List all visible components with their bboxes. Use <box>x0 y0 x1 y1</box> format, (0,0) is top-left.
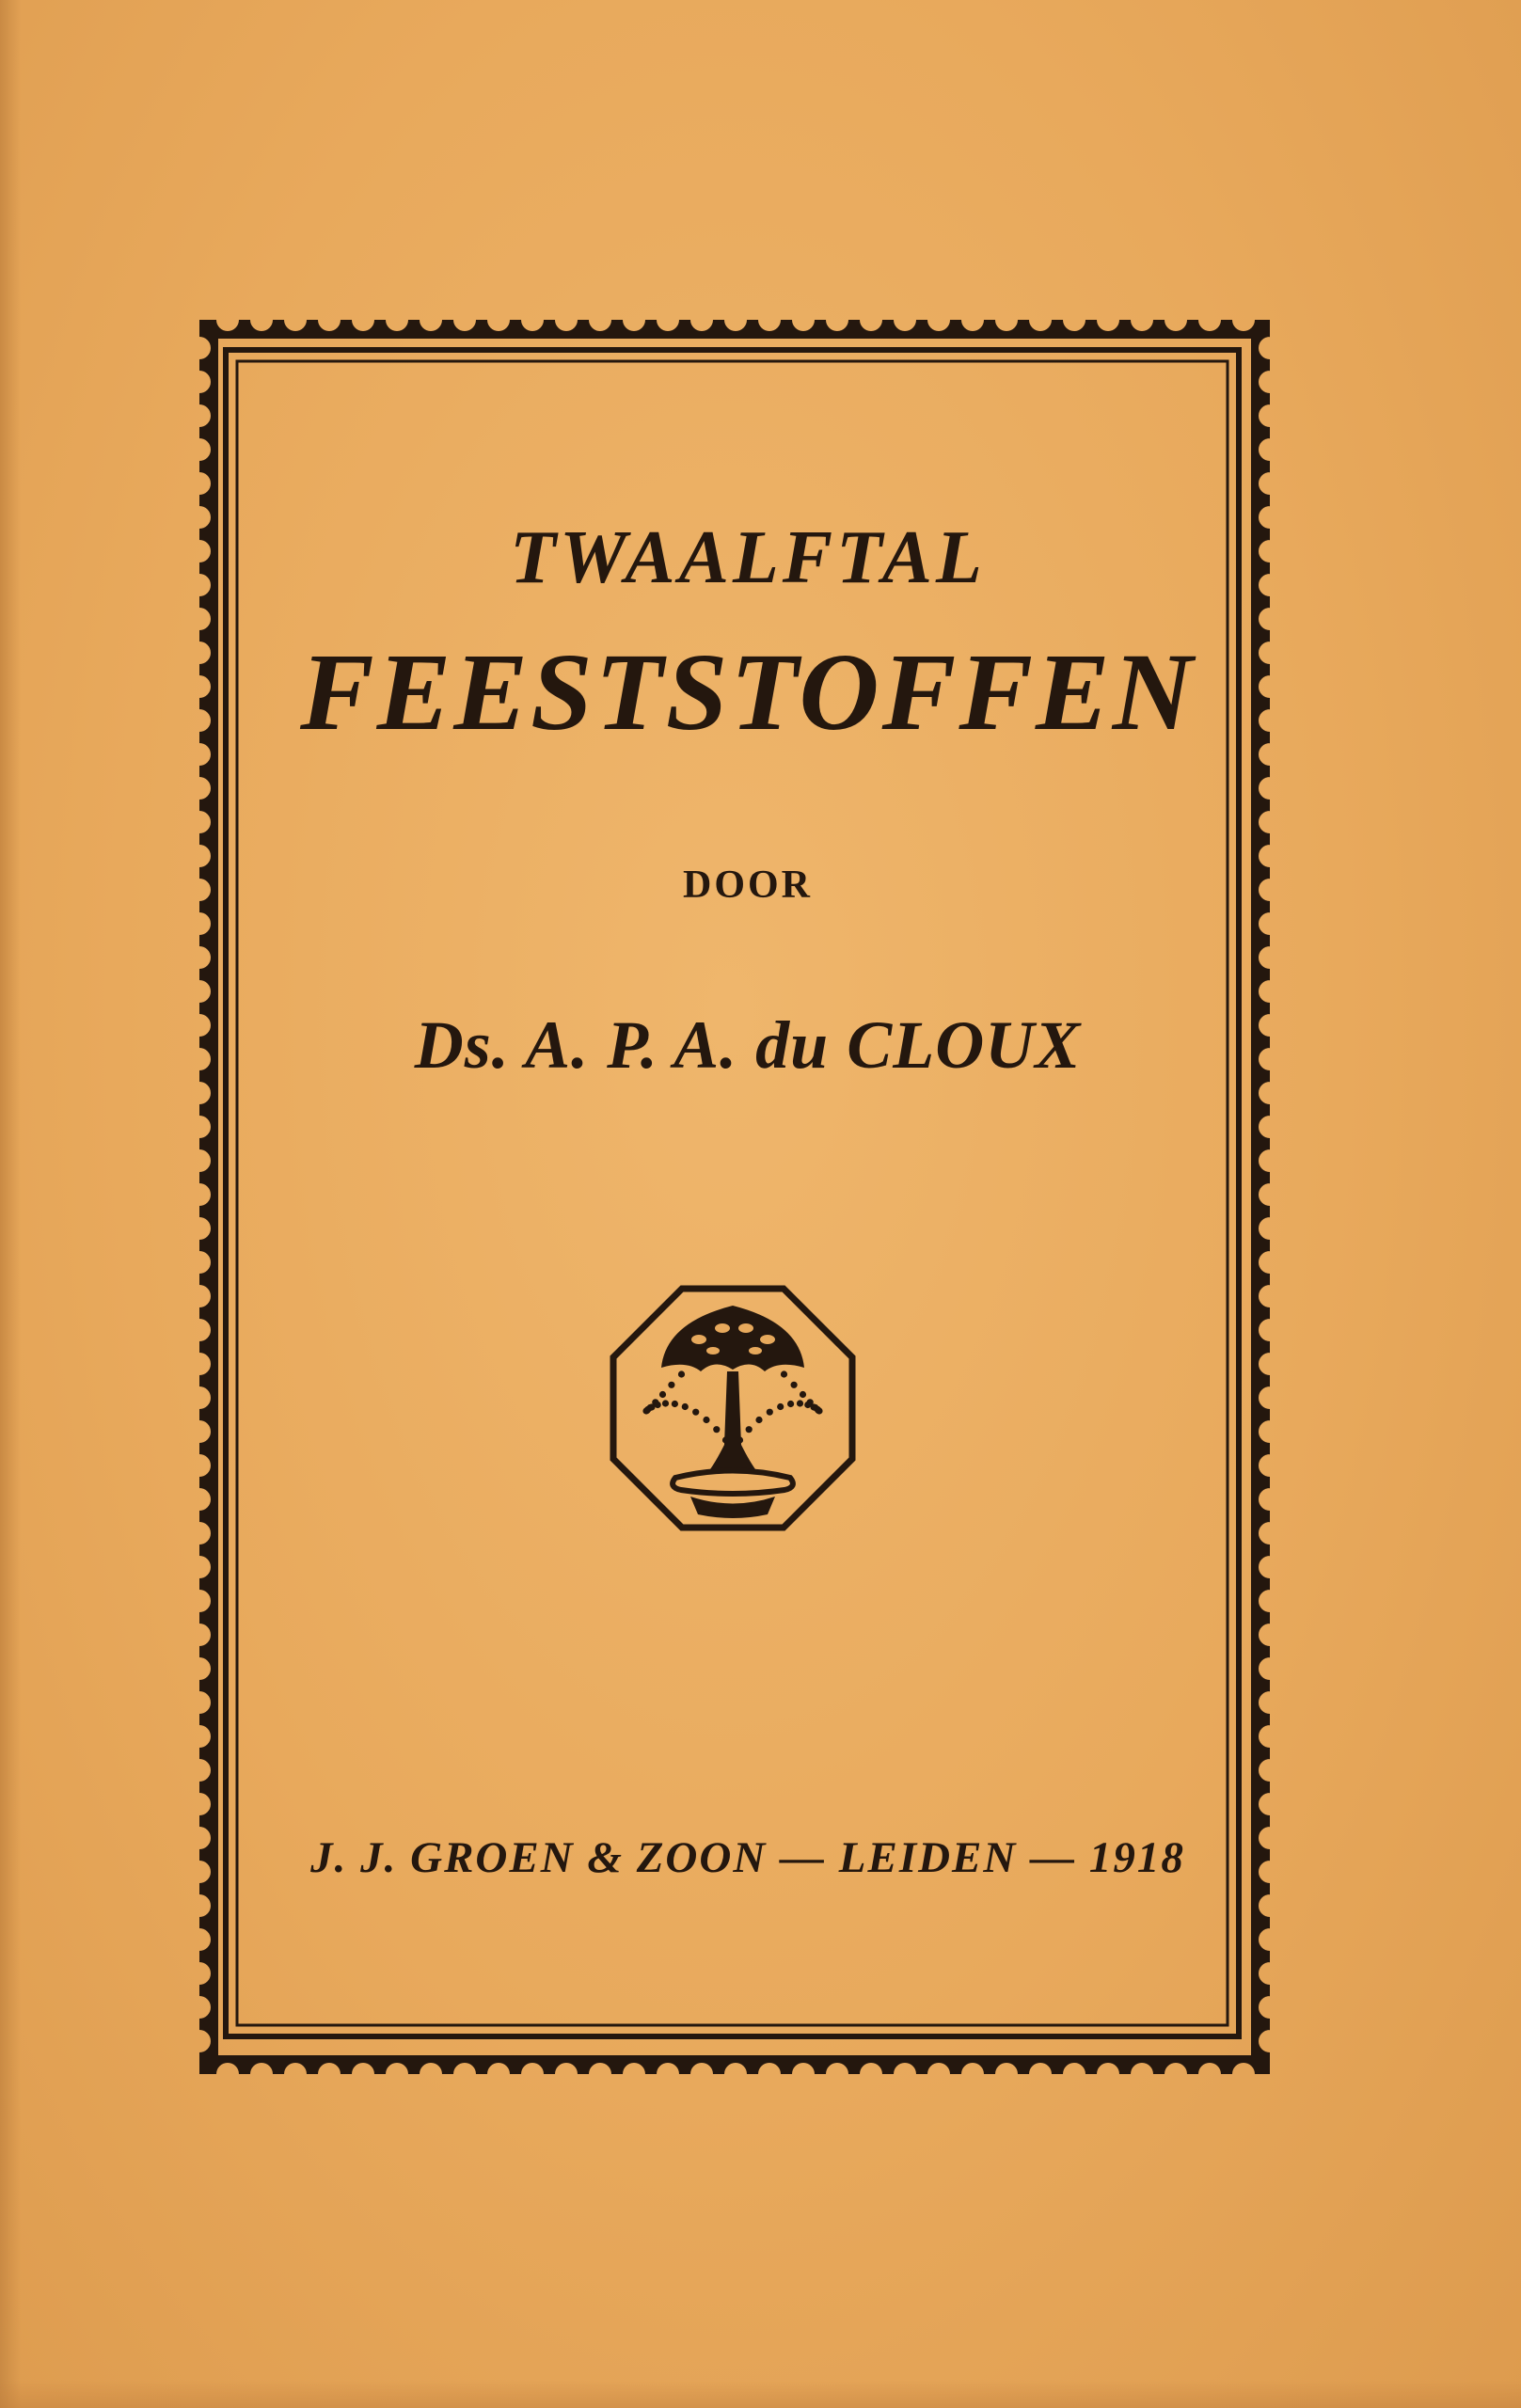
inner-rule <box>237 361 1228 2025</box>
publisher-imprint: J. J. GROEN & ZOON — LEIDEN — 1918 <box>310 1833 1185 1882</box>
by-label: DOOR <box>683 863 813 907</box>
tree-in-vase-octagon-icon <box>610 1285 856 1531</box>
author-name: Ds. A. P. A. du CLOUX <box>414 1007 1082 1083</box>
outer-rule <box>226 350 1239 2036</box>
title-line-2: FEESTSTOFFEN <box>300 630 1196 753</box>
title-line-1: TWAALFTAL <box>510 516 986 599</box>
